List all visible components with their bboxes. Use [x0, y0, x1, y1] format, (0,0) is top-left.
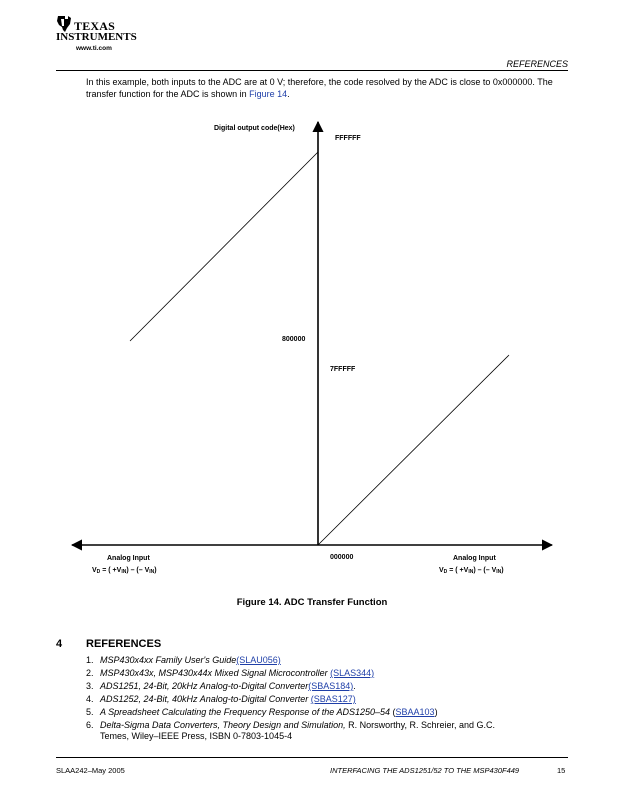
footer-title: INTERFACING THE ADS1251/52 TO THE MSP430F449	[330, 766, 520, 775]
negative-transfer-line	[130, 152, 318, 341]
figure-caption: Figure 14. ADC Transfer Function	[236, 597, 388, 608]
footer-rule	[56, 757, 568, 758]
references-number: 4	[56, 638, 63, 650]
reference-item-6: 6. Delta-Sigma Data Converters, Theory Design and Simulation, R. Norsworthy, R. Schreier, and G.C. Temes, Wiley–IEEE Press, ISBN 0-7803-1045-4	[86, 720, 496, 741]
logo-line2: INSTRUMENTS	[56, 31, 137, 43]
reference-item-1: 1. MSP430x4xx Family User's Guide(SLAU056)	[86, 655, 281, 665]
ref-link-slau056[interactable]: (SLAU056)	[236, 655, 281, 665]
reference-item-3: 3. ADS1251, 24-Bit, 20kHz Analog-to-Digital Converter(SBAS184).	[86, 681, 356, 691]
logo-line1: TEXAS	[74, 19, 116, 33]
header-section-label: REFERENCES	[506, 59, 568, 69]
left-vd-formula: VD = ( +VIN) – (– VIN)	[92, 567, 157, 575]
ref-link-slas344[interactable]: (SLAS344)	[330, 668, 375, 678]
references-heading: REFERENCES	[86, 638, 162, 650]
references-list	[86, 654, 566, 742]
right-axis-label: Analog Input	[453, 555, 496, 562]
left-axis-label: Analog Input	[107, 555, 150, 562]
y-axis-title: Digital output code(Hex)	[214, 125, 295, 132]
intro-text: In this example, both inputs to the ADC are at 0 V; therefore, the code resolved by the ADC is close to 0x000000. The transfer function for the ADC is shown in	[86, 77, 553, 99]
reference-item-5: 5. A Spreadsheet Calculating the Frequency Response of the ADS1250–54 (SBAA103)	[86, 707, 438, 717]
right-vd-formula: VD = ( +VIN) – (– VIN)	[439, 567, 504, 575]
reference-item-2: 2. MSP430x43x, MSP430x44x Mixed Signal Microcontroller (SLAS344)	[86, 668, 375, 678]
footer-doc-id: SLAA242–May 2005	[56, 766, 125, 775]
ref-link-sbas127[interactable]: (SBAS127)	[310, 694, 356, 704]
ref-link-sbas184[interactable]: (SBAS184)	[308, 681, 354, 691]
positive-transfer-line	[318, 355, 509, 545]
footer-page-number: 15	[557, 766, 566, 775]
label-7fffff: 7FFFFF	[330, 366, 356, 373]
label-000000: 000000	[330, 554, 354, 561]
intro-end: .	[287, 89, 290, 99]
label-ffffff: FFFFFF	[335, 135, 361, 142]
ref-link-sbaa103[interactable]: SBAA103	[395, 707, 435, 717]
website: www.ti.com	[76, 45, 112, 52]
label-800000: 800000	[282, 336, 306, 343]
reference-item-4: 4. ADS1252, 24-Bit, 40kHz Analog-to-Digital Converter (SBAS127)	[86, 694, 356, 704]
figure-14-link[interactable]: Figure 14	[249, 89, 288, 99]
